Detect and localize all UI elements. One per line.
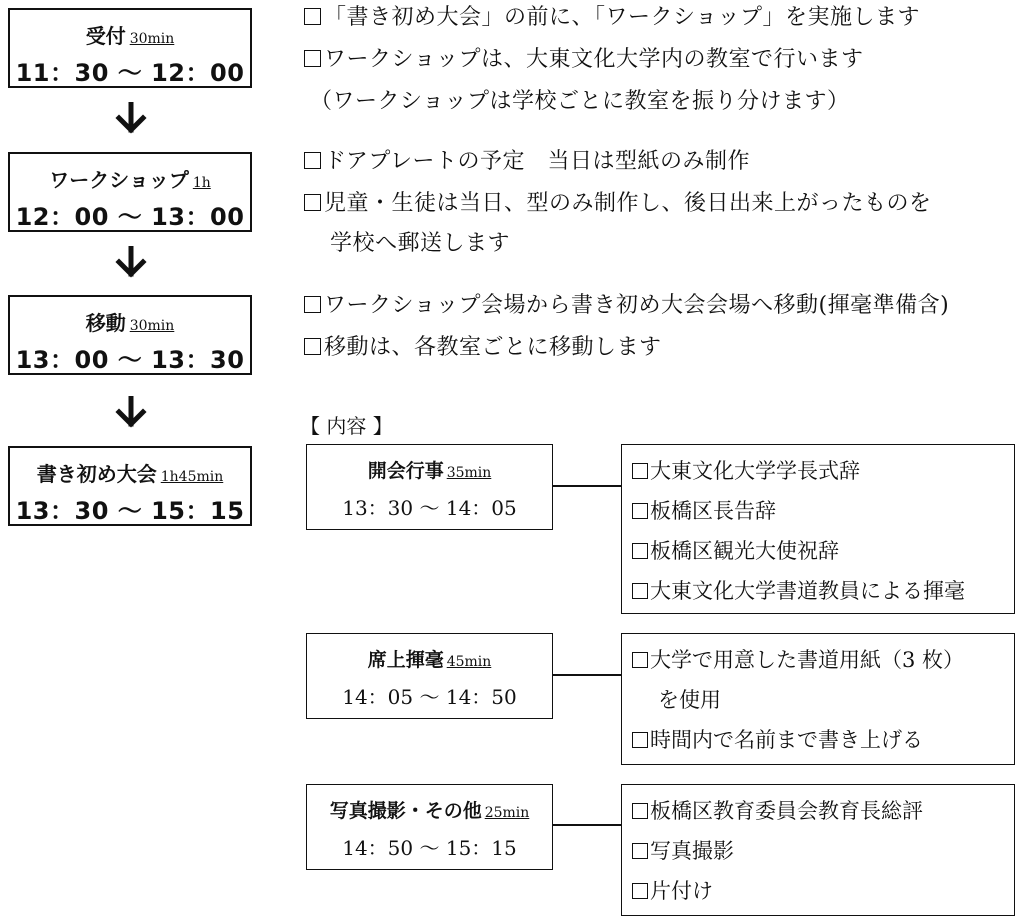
program-box-calligraphy — [306, 633, 553, 719]
step-duration: 30min — [129, 31, 175, 47]
checkbox-icon — [304, 194, 321, 211]
contents-heading: 【 内容 】 — [300, 414, 393, 438]
detail-item: 写真撮影 — [632, 831, 1014, 871]
checkbox-icon — [304, 8, 321, 25]
note-line: 「書き初め大会」の前に、「ワークショップ」を実施します — [304, 4, 920, 32]
program-box-opening — [306, 444, 553, 530]
step-duration: 1h — [192, 175, 211, 191]
step-title: ワークショップ — [49, 168, 189, 192]
checkbox-icon — [632, 583, 648, 599]
step-time: 13：30 ～ 15：15 — [15, 497, 245, 525]
arrow-down-icon — [114, 396, 148, 428]
checkbox-icon — [632, 732, 648, 748]
detail-item: 大学で用意した書道用紙（3 枚） — [632, 640, 1014, 680]
checkbox-icon — [632, 883, 648, 899]
program-detail-calligraphy — [621, 633, 1015, 765]
program-title: 開会行事 — [367, 460, 444, 482]
detail-item: 大東文化大学書道教員による揮毫 — [632, 571, 1014, 611]
note-line: 児童・生徒は当日、型のみ制作し、後日出来上がったものを — [304, 190, 932, 218]
checkbox-icon — [632, 803, 648, 819]
step-title: 移動 — [85, 311, 126, 335]
checkbox-icon — [632, 463, 648, 479]
step-title: 書き初め大会 — [36, 462, 157, 486]
detail-item: 片付け — [632, 871, 1014, 911]
detail-item: 板橋区長告辞 — [632, 491, 1014, 531]
detail-item: 板橋区教育委員会教育長総評 — [632, 791, 1014, 831]
checkbox-icon — [304, 152, 321, 169]
note-line: 学校へ郵送します — [330, 231, 511, 256]
step-duration: 1h45min — [160, 469, 224, 485]
program-detail-opening — [621, 444, 1015, 614]
schedule-step-move — [8, 295, 252, 375]
program-duration: 25min — [484, 805, 530, 821]
checkbox-icon — [632, 503, 648, 519]
checkbox-icon — [632, 652, 648, 668]
step-duration: 30min — [129, 318, 175, 334]
detail-item: 時間内で名前まで書き上げる — [632, 720, 1014, 760]
checkbox-icon — [304, 338, 321, 355]
schedule-step-calligraphy — [8, 446, 252, 526]
program-duration: 35min — [446, 465, 492, 481]
step-time: 12：00 ～ 13：00 — [15, 203, 245, 231]
note-line: ワークショップは、大東文化大学内の教室で行います — [304, 46, 864, 74]
detail-item: 大東文化大学学長式辞 — [632, 451, 1014, 491]
arrow-down-icon — [114, 246, 148, 278]
checkbox-icon — [304, 50, 321, 67]
checkbox-icon — [304, 296, 321, 313]
step-title: 受付 — [85, 24, 126, 48]
arrow-down-icon — [114, 102, 148, 134]
detail-item: 板橋区観光大使祝辞 — [632, 531, 1014, 571]
connector-line — [553, 674, 621, 676]
program-time: 14：50 ～ 15：15 — [342, 836, 517, 860]
program-detail-photo — [621, 784, 1015, 916]
checkbox-icon — [632, 843, 648, 859]
step-time: 13：00 ～ 13：30 — [15, 346, 245, 374]
connector-line — [553, 485, 621, 487]
program-time: 13：30 ～ 14：05 — [342, 496, 517, 520]
program-title: 写真撮影・その他 — [329, 800, 482, 822]
step-time: 11：30 ～ 12：00 — [15, 59, 245, 87]
schedule-step-workshop — [8, 152, 252, 232]
detail-item: を使用 — [658, 688, 721, 712]
connector-line — [553, 824, 621, 826]
checkbox-icon — [632, 543, 648, 559]
program-title: 席上揮毫 — [367, 649, 444, 671]
program-duration: 45min — [446, 654, 492, 670]
note-line: 移動は、各教室ごとに移動します — [304, 334, 662, 362]
program-time: 14：05 ～ 14：50 — [342, 685, 517, 709]
program-box-photo — [306, 784, 553, 870]
note-line: （ワークショップは学校ごとに教室を振り分けます） — [310, 89, 850, 114]
note-line: ワークショップ会場から書き初め大会会場へ移動(揮毫準備含) — [304, 292, 949, 320]
schedule-step-reception — [8, 8, 252, 88]
note-line: ドアプレートの予定 当日は型紙のみ制作 — [304, 148, 750, 176]
